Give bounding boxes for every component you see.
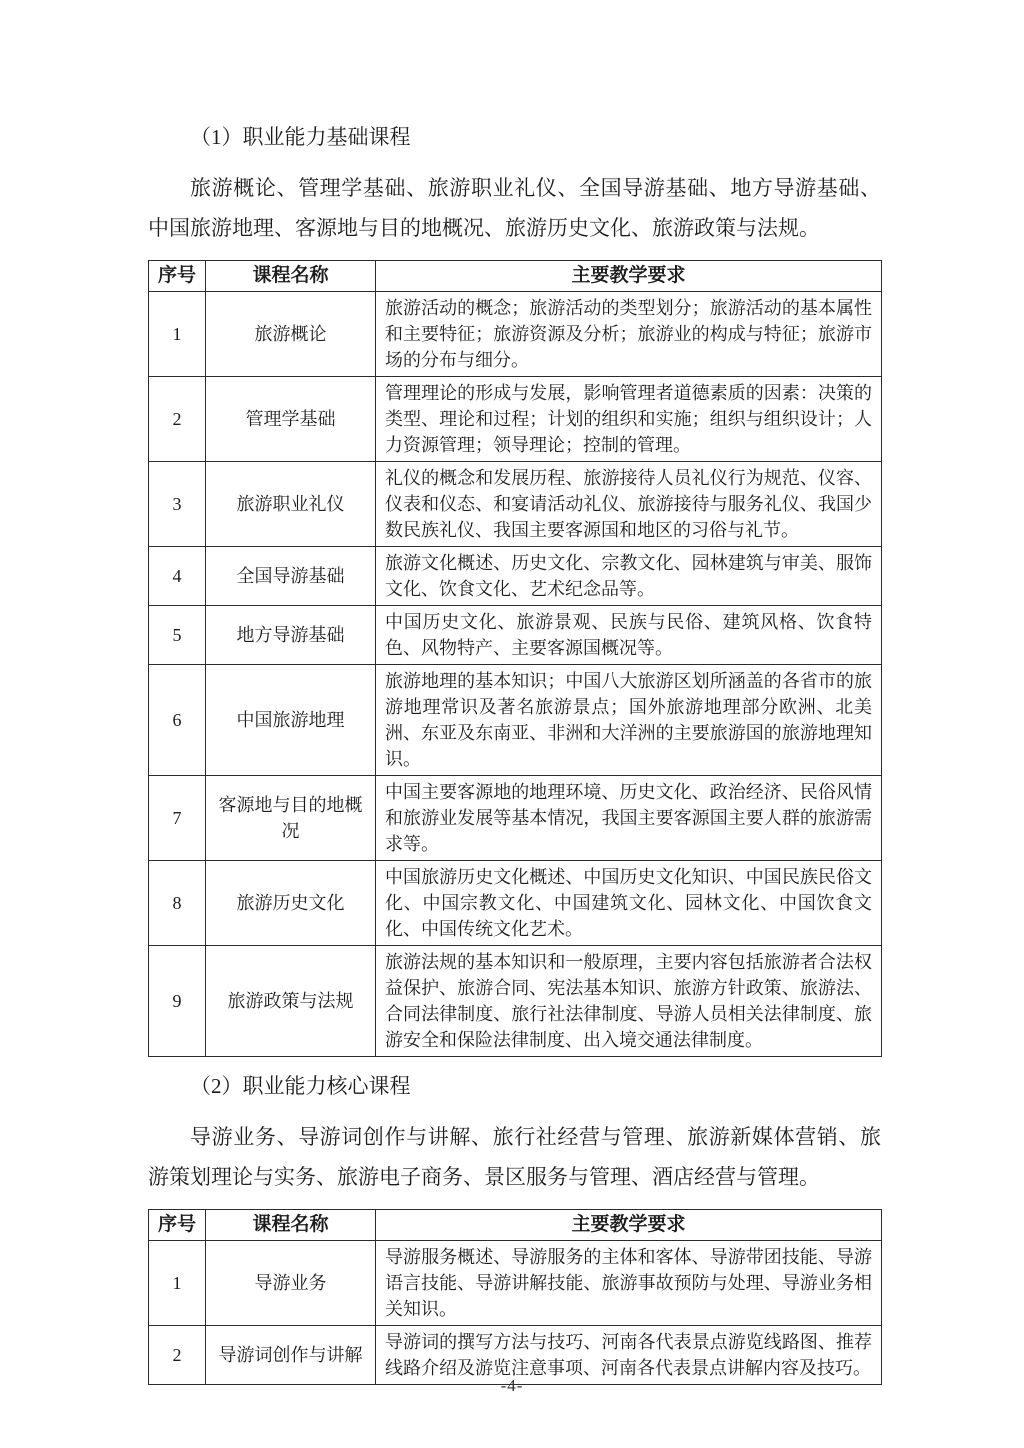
- row-number: 5: [149, 606, 206, 665]
- course-name: 全国导游基础: [206, 547, 376, 606]
- header-cell-course-name: 课程名称: [206, 1210, 376, 1241]
- row-number: 4: [149, 547, 206, 606]
- course-requirements: 中国旅游历史文化概述、中国历史文化知识、中国民族民俗文化、中国宗教文化、中国建筑文化、园林文化、中国饮食文化、中国传统文化艺术。: [376, 861, 882, 946]
- row-number: 6: [149, 665, 206, 776]
- page-content: [148, 122, 881, 1399]
- course-name: 旅游历史文化: [206, 861, 376, 946]
- course-requirements: 礼仪的概念和发展历程、旅游接待人员礼仪行为规范、仪容、仪表和仪态、和宴请活动礼仪、旅游接待与服务礼仪、我国少数民族礼仪、我国主要客源国和地区的习俗与礼节。: [376, 462, 882, 547]
- table-row: [149, 292, 882, 377]
- section1-course-table: [148, 260, 882, 1057]
- course-requirements: 中国历史文化、旅游景观、民族与民俗、建筑风格、饮食特色、风物特产、主要客源国概况等。: [376, 606, 882, 665]
- section1-heading: （1）职业能力基础课程: [190, 125, 411, 149]
- page-number: -4-: [500, 1376, 524, 1395]
- course-name: 旅游政策与法规: [206, 946, 376, 1057]
- header-cell-number: 序号: [149, 1210, 206, 1241]
- course-name: 旅游职业礼仪: [206, 462, 376, 547]
- table-row: [149, 462, 882, 547]
- row-number: 7: [149, 776, 206, 861]
- section2-course-table: [148, 1209, 882, 1385]
- course-name: 导游业务: [206, 1241, 376, 1326]
- row-number: 8: [149, 861, 206, 946]
- course-requirements: 导游服务概述、导游服务的主体和客体、导游带团技能、导游语言技能、导游讲解技能、旅游事故预防与处理、导游业务相关知识。: [376, 1241, 882, 1326]
- header-cell-number: 序号: [149, 261, 206, 292]
- row-number: 1: [149, 292, 206, 377]
- header-cell-requirements: 主要教学要求: [376, 261, 882, 292]
- row-number: 1: [149, 1241, 206, 1326]
- course-requirements: 旅游活动的概念；旅游活动的类型划分；旅游活动的基本属性和主要特征；旅游资源及分析；旅游业的构成与特征；旅游市场的分布与细分。: [376, 292, 882, 377]
- table-header-row: [149, 1210, 882, 1241]
- table-row: [149, 776, 882, 861]
- table-row: [149, 377, 882, 462]
- header-cell-requirements: 主要教学要求: [376, 1210, 882, 1241]
- table-row: [149, 861, 882, 946]
- header-cell-course-name: 课程名称: [206, 261, 376, 292]
- course-requirements: 旅游地理的基本知识；中国八大旅游区划所涵盖的各省市的旅游地理常识及著名旅游景点；国外旅游地理部分欧洲、北美洲、东亚及东南亚、非洲和大洋洲的主要旅游国的旅游地理知识。: [376, 665, 882, 776]
- course-requirements: 管理理论的形成与发展，影响管理者道德素质的因素：决策的类型、理论和过程；计划的组织和实施；组织与组织设计；人力资源管理；领导理论；控制的管理。: [376, 377, 882, 462]
- row-number: 9: [149, 946, 206, 1057]
- course-requirements: 旅游法规的基本知识和一般原理，主要内容包括旅游者合法权益保护、旅游合同、宪法基本知识、旅游方针政策、旅游法、合同法律制度、旅行社法律制度、导游人员相关法律制度、旅游安全和保险法律制度、出入境交通法律制度。: [376, 946, 882, 1057]
- course-requirements: 旅游文化概述、历史文化、宗教文化、园林建筑与审美、服饰文化、饮食文化、艺术纪念品等。: [376, 547, 882, 606]
- course-name: 旅游概论: [206, 292, 376, 377]
- course-name: 管理学基础: [206, 377, 376, 462]
- table-row: [149, 946, 882, 1057]
- course-name: 客源地与目的地概况: [206, 776, 376, 861]
- course-requirements: 中国主要客源地的地理环境、历史文化、政治经济、民俗风情和旅游业发展等基本情况，我国主要客源国主要人群的旅游需求等。: [376, 776, 882, 861]
- table-header-row: [149, 261, 882, 292]
- row-number: 3: [149, 462, 206, 547]
- table-row: [149, 547, 882, 606]
- course-name: 中国旅游地理: [206, 665, 376, 776]
- section2-heading: （2）职业能力核心课程: [190, 1074, 411, 1098]
- course-name: 地方导游基础: [206, 606, 376, 665]
- table-row: [149, 1241, 882, 1326]
- table-row: [149, 665, 882, 776]
- row-number: 2: [149, 1326, 206, 1385]
- section1-intro-paragraph: 旅游概论、管理学基础、旅游职业礼仪、全国导游基础、地方导游基础、中国旅游地理、客源地与目的地概况、旅游历史文化、旅游政策与法规。: [148, 176, 881, 240]
- course-requirements: 导游词的撰写方法与技巧、河南各代表景点游览线路图、推荐线路介绍及游览注意事项、河南各代表景点讲解内容及技巧。: [376, 1326, 882, 1385]
- course-name: 导游词创作与讲解: [206, 1326, 376, 1385]
- row-number: 2: [149, 377, 206, 462]
- section2-intro-paragraph: 导游业务、导游词创作与讲解、旅行社经营与管理、旅游新媒体营销、旅游策划理论与实务、旅游电子商务、景区服务与管理、酒店经营与管理。: [148, 1125, 881, 1189]
- table-row: [149, 606, 882, 665]
